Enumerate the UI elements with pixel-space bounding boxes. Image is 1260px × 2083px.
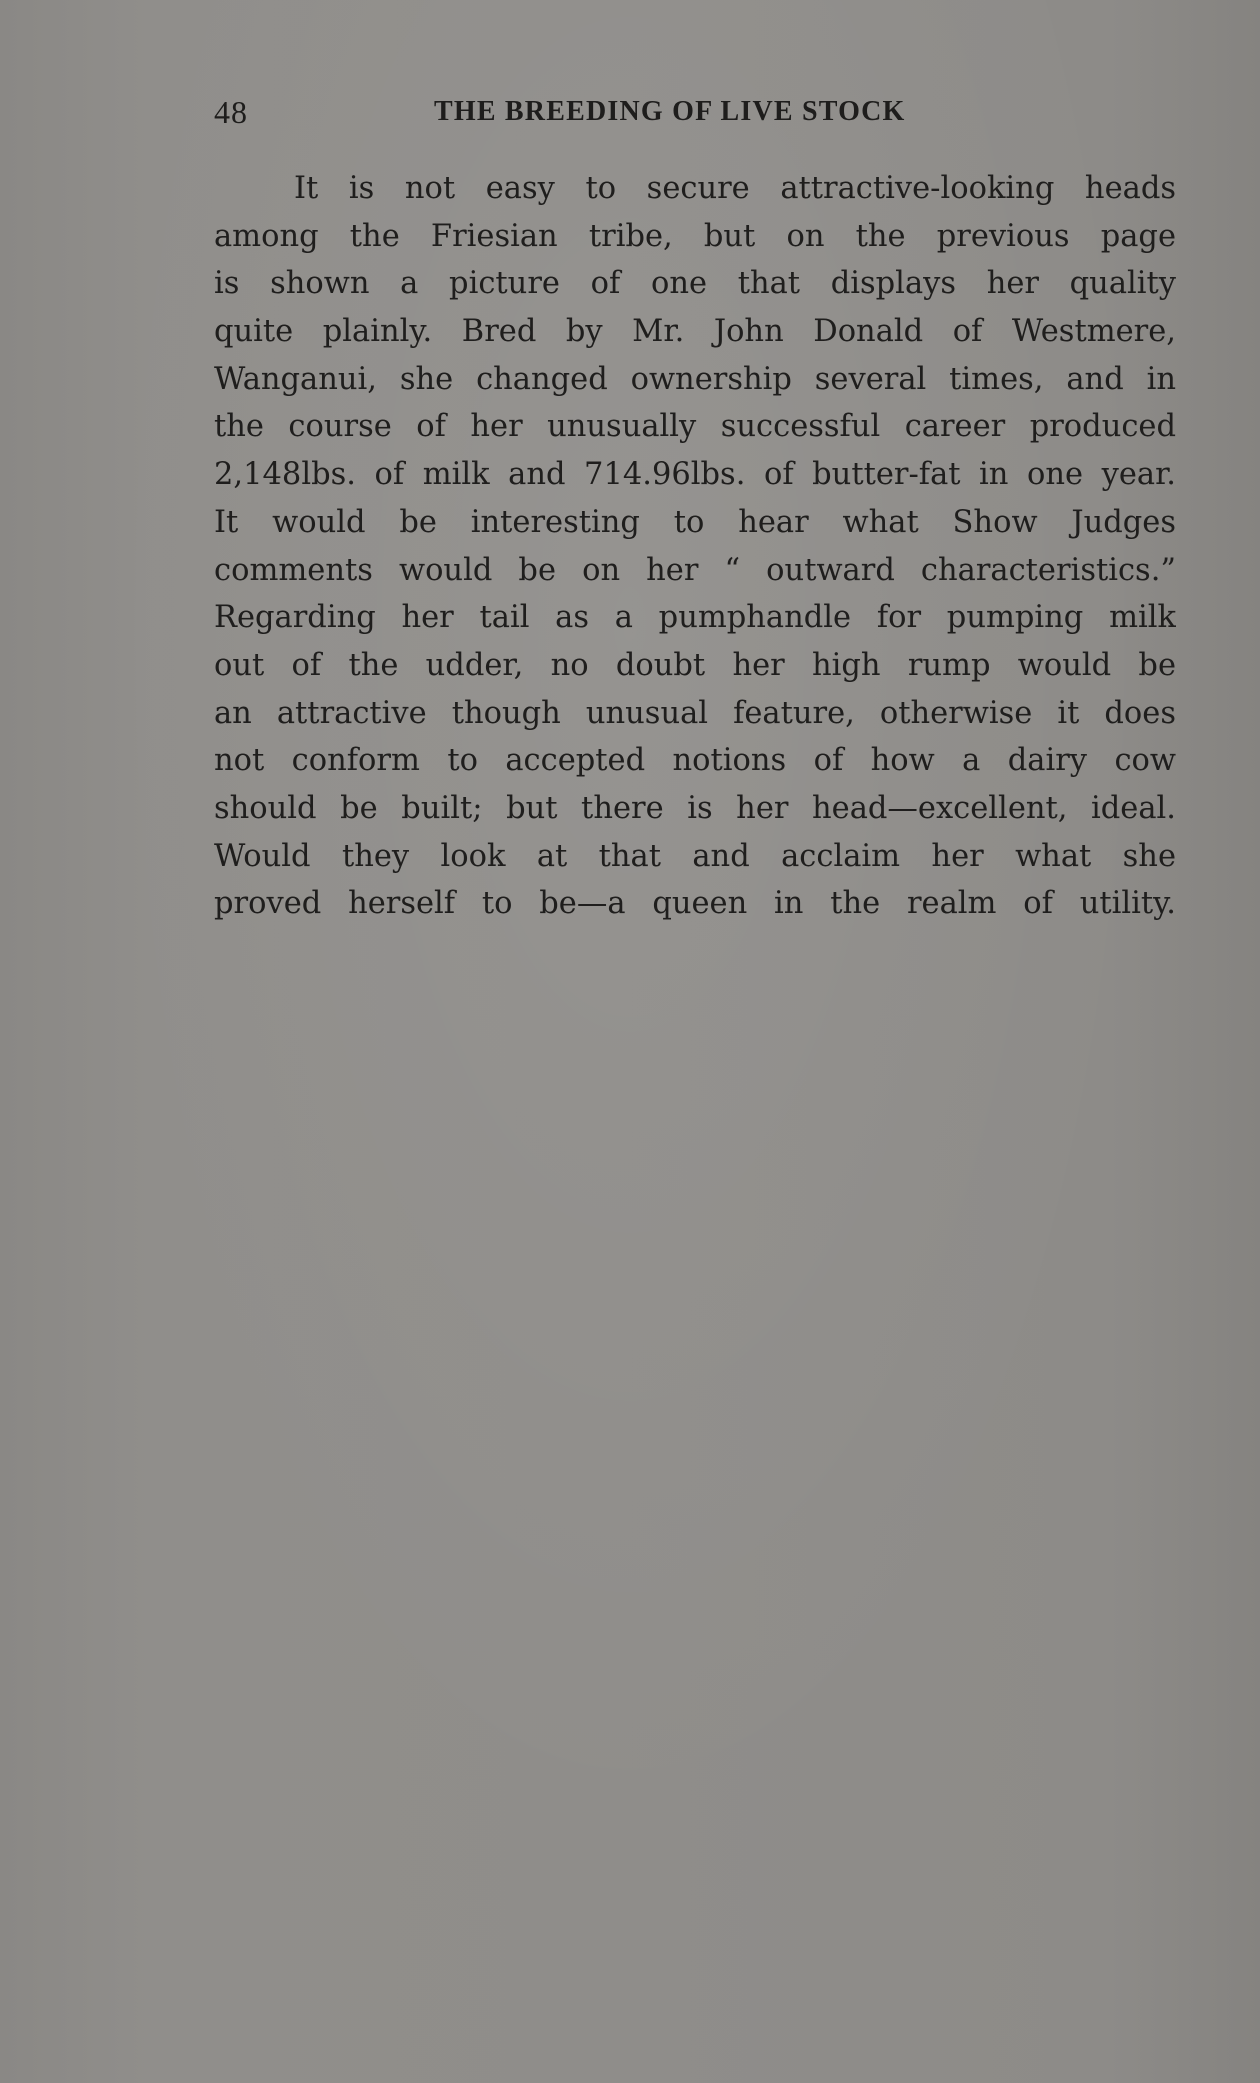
text-line: Regarding her tail as a pumphandle for pumping milk xyxy=(214,600,1176,636)
text-line: 2,148lbs. of milk and 714.96lbs. of butter-fat in one year. xyxy=(214,457,1176,493)
text-line: It would be interesting to hear what Show Judges xyxy=(214,504,1176,540)
text-line: among the Friesian tribe, but on the previous page xyxy=(214,218,1176,254)
text-line: not conform to accepted notions of how a dairy cow xyxy=(214,743,1176,779)
body-paragraph xyxy=(214,165,1176,928)
text-line: Wanganui, she changed ownership several times, and in xyxy=(214,361,1176,397)
text-line: an attractive though unusual feature, otherwise it does xyxy=(214,695,1176,731)
text-line: out of the udder, no doubt her high rump would be xyxy=(214,647,1176,683)
text-line: should be built; but there is her head—excellent, ideal. xyxy=(214,790,1176,826)
text-line: quite plainly. Bred by Mr. John Donald of Westmere, xyxy=(214,314,1176,350)
page-number: 48 xyxy=(214,94,248,130)
text-line: comments would be on her “ outward characteristics.” xyxy=(214,552,1176,588)
running-head xyxy=(214,90,1014,134)
text-line: proved herself to be—a queen in the realm of utility. xyxy=(214,886,1176,922)
text-line: is shown a picture of one that displays her quality xyxy=(214,266,1176,302)
running-title: THE BREEDING OF LIVE STOCK xyxy=(434,96,906,127)
text-line: Would they look at that and acclaim her what she xyxy=(214,838,1176,874)
text-line: It is not easy to secure attractive-looking heads xyxy=(294,171,1176,206)
text-line: the course of her unusually successful career produced xyxy=(214,409,1176,445)
